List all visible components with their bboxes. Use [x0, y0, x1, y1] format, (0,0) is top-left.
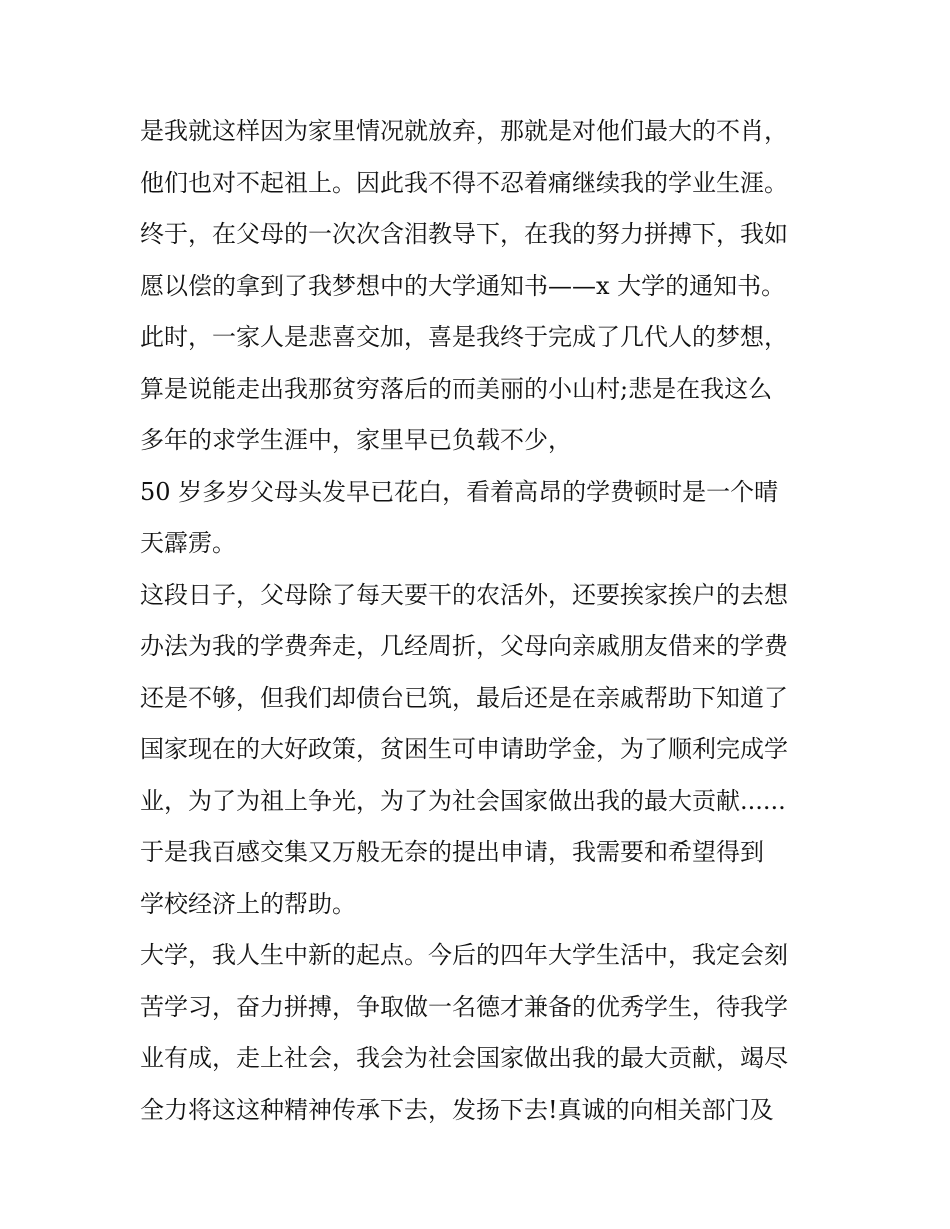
body-text [140, 106, 830, 1136]
text-line: 此时，一家人是悲喜交加，喜是我终于完成了几代人的梦想， [140, 323, 788, 351]
text-line: 他们也对不起祖上。因此我不得不忍着痛继续我的学业生涯。 [140, 168, 788, 197]
text-line: 终于，在父母的一次次含泪教导下，在我的努力拼搏下，我如 [140, 220, 788, 248]
text-line: 是我就这样因为家里情况就放弃，那就是对他们最大的不肖， [140, 117, 788, 145]
text-line: 国家现在的大好政策，贫困生可申请助学金，为了顺利完成学 [140, 735, 788, 763]
text-line: 还是不够，但我们却债台已筑，最后还是在亲戚帮助下知道了 [140, 683, 788, 712]
text-line: 愿以偿的拿到了我梦想中的大学通知书——x 大学的通知书。 [140, 271, 786, 300]
text-line: 天霹雳。 [140, 529, 236, 557]
text-line: 业，为了为祖上争光，为了为社会国家做出我的最大贡献...... [140, 786, 786, 815]
text-line: 学校经济上的帮助。 [140, 889, 356, 918]
text-line: 算是说能走出我那贫穷落后的而美丽的小山村;悲是在我这么 [140, 374, 773, 403]
text-line: 全力将这这种精神传承下去，发扬下去!真诚的向相关部门及 [140, 1095, 774, 1124]
text-line: 苦学习，奋力拼搏，争取做一名德才兼备的优秀学生，待我学 [140, 992, 788, 1021]
text-line: 办法为我的学费奔走，几经周折，父母向亲戚朋友借来的学费 [140, 632, 788, 660]
text-line: 大学，我人生中新的起点。今后的四年大学生活中，我定会刻 [140, 941, 788, 969]
text-line: 多年的求学生涯中，家里早已负载不少， [140, 426, 572, 454]
text-line: 于是我百感交集又万般无奈的提出申请，我需要和希望得到 [140, 838, 764, 866]
text-line: 业有成，走上社会，我会为社会国家做出我的最大贡献，竭尽 [140, 1044, 788, 1072]
text-line: 50 岁多岁父母头发早已花白，看着高昂的学费顿时是一个晴 [140, 477, 779, 506]
text-line: 这段日子，父母除了每天要干的农活外，还要挨家挨户的去想 [140, 580, 788, 609]
